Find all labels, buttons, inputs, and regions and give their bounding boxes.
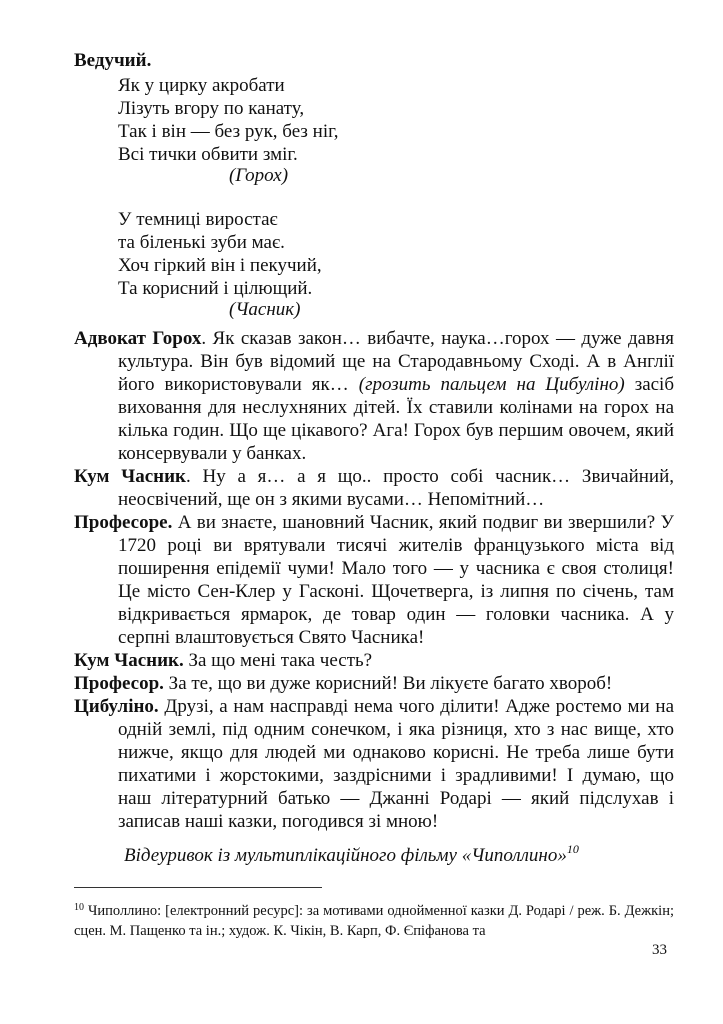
page-number: 33: [652, 942, 667, 958]
poem-line: Як у цирку акробати: [118, 75, 285, 96]
footnote: [74, 898, 674, 941]
footnote-text: Чиполлино: [електронний ресурс]: за мотивами однойменної казки Д. Родарі / реж. Б. Дежкін; сцен. М. Пащенко та ін.; худож. К. Чікін, В. Карп, Ф. Єпіфанова та: [74, 903, 674, 939]
speech-text: Друзі, а нам насправді нема чого ділити! Адже ростемо ми на одній землі, під одним сонечком, і яка різниця, хто з нас вище, хто нижче, якщо для людей ми однаково корисні. Не треба лише бути пихатими і жорстокими, заздрісними і зрадливими! І думаю, що наш літературний батько — Джанні Родарі — який підслухав і записав наші казки, погодився зі мною!: [118, 696, 674, 832]
video-note: [124, 842, 579, 867]
speaker-name: Адвокат Горох: [74, 328, 202, 349]
speaker-host: Ведучий.: [74, 50, 152, 71]
speaker-name: Професор.: [74, 673, 164, 694]
poem-line: Так і він — без рук, без ніг,: [118, 121, 339, 142]
footnote-divider: [74, 887, 322, 888]
riddle-peas: [118, 74, 339, 166]
footnote-marker: 10: [566, 842, 579, 856]
poem-line: та біленькі зуби має.: [118, 232, 285, 253]
speech-advocate-peas: [74, 327, 674, 465]
dialogue: [74, 327, 674, 833]
speaker-name: Професоре.: [74, 512, 173, 533]
riddle-answer-garlic: (Часник): [229, 299, 301, 320]
speech-text: . Ну а я… а я що.. просто собі часник… Звичайний, неосвічений, ще он з якими вусами… Непомітний…: [118, 466, 674, 510]
poem-line: Та корисний і цілющий.: [118, 278, 313, 299]
speech-text: За що мені така честь?: [183, 650, 373, 671]
riddle-garlic: [118, 208, 322, 300]
speech-kum-garlic: [74, 465, 674, 511]
riddle-answer-peas: (Горох): [229, 165, 289, 186]
speech-professor-2: [74, 672, 674, 695]
speaker-name: Кум Часник: [74, 466, 186, 487]
poem-line: Хоч гіркий він і пекучий,: [118, 255, 322, 276]
speaker-name: Цибуліно.: [74, 696, 159, 717]
speech-text: За те, що ви дуже корисний! Ви лікуєте багато хвороб!: [163, 673, 613, 694]
speech-professor: [74, 511, 674, 649]
speech-text: . Як сказав закон… вибачте, наука…горох — дуже давня культура. Він був відомий ще на Стародавньому Сході. А в Англії його використовували як…: [118, 328, 674, 395]
poem-line: У темниці виростає: [118, 209, 278, 230]
poem-line: Всі тички обвити зміг.: [118, 144, 298, 165]
video-note-text: Відеуривок із мультиплікаційного фільму «Чиполлино»: [124, 845, 567, 866]
stage-direction: (грозить пальцем на Цибуліно): [358, 374, 625, 395]
speech-text: А ви знаєте, шановний Часник, який подвиг ви звершили? У 1720 році ви врятували тисячі жителів французького міста від поширення епідемії чуми! Мало того — у часника є своя столиця! Це місто Сен-Клер у Гасконі. Щочетверга, із липня по січень, там відкривається ярмарок, де товар один — головки часника. А у серпні влаштовується Свято Часника!: [118, 512, 674, 648]
speech-kum-garlic-2: [74, 649, 674, 672]
speech-cipollino: [74, 695, 674, 833]
poem-line: Лізуть вгору по канату,: [118, 98, 305, 119]
speaker-name: Кум Часник.: [74, 650, 184, 671]
footnote-number: 10: [74, 902, 84, 913]
speech-text: засіб виховання для неслухняних дітей. Їх ставили колінами на горох на кілька годин. Що ще цікавого? Ага! Горох був першим овочем, який консервували у банках.: [118, 374, 675, 464]
